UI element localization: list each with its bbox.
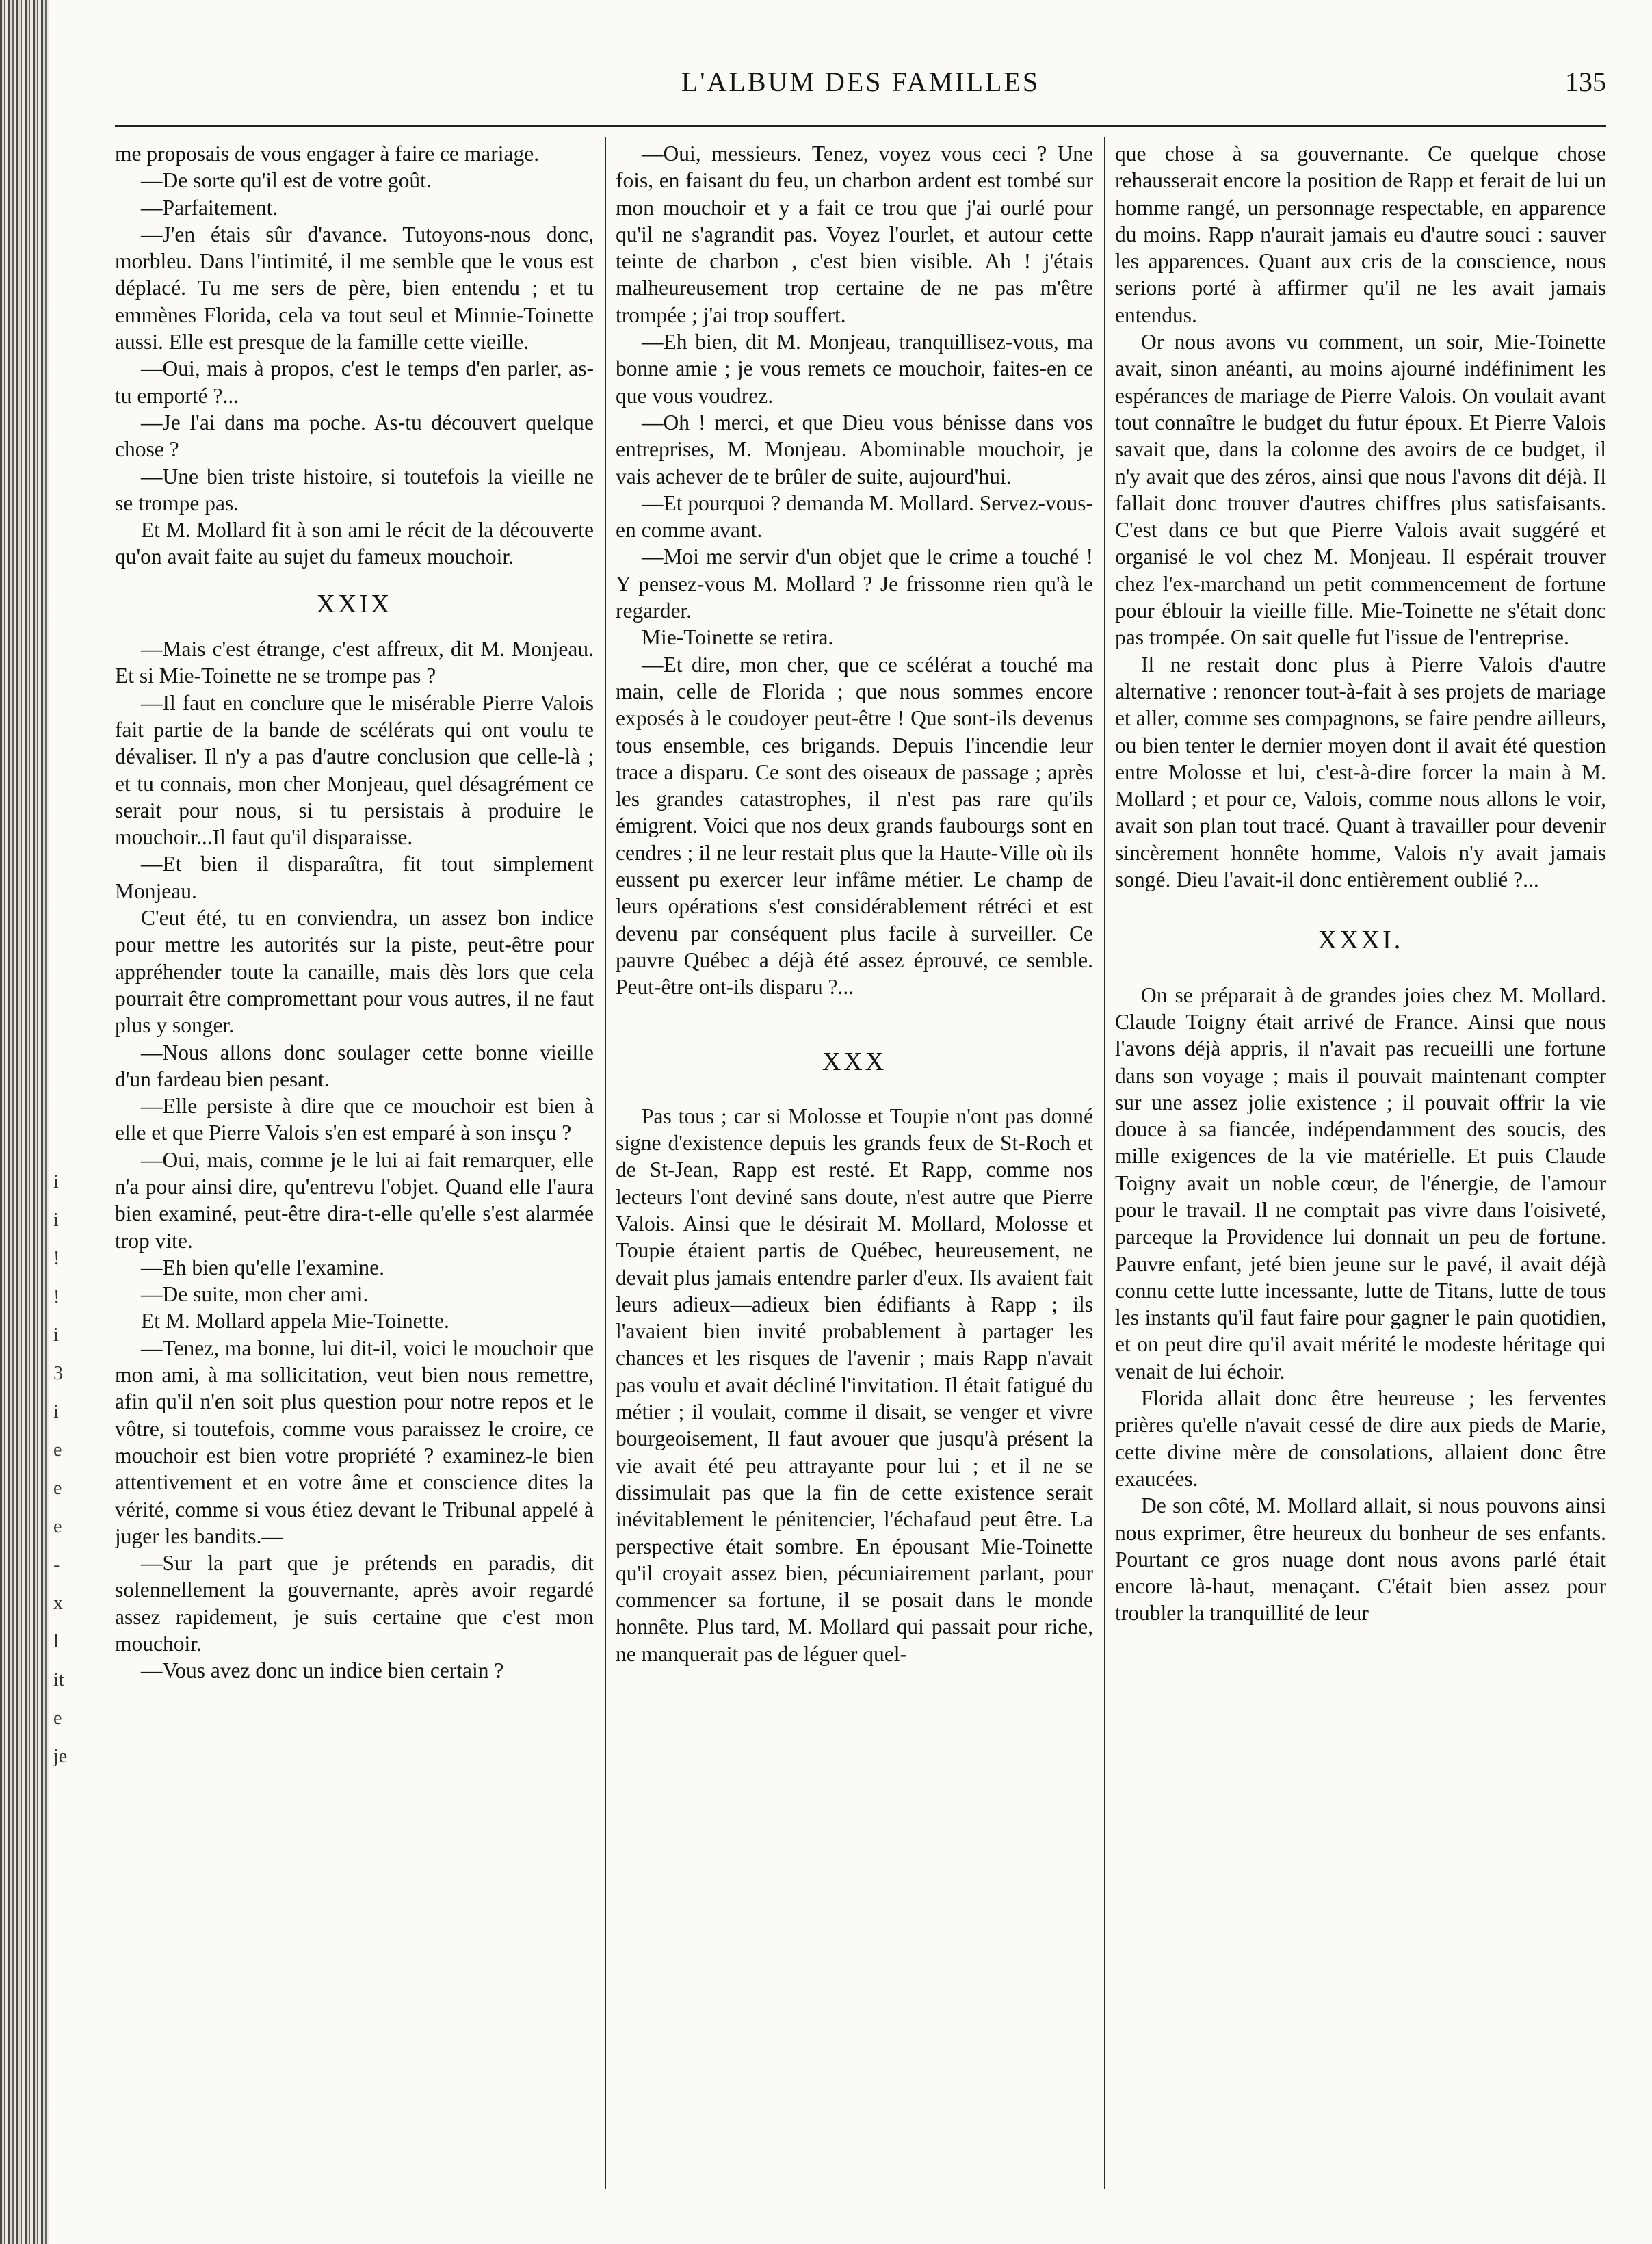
paragraph: C'eut été, tu en conviendra, un assez bon indice pour mettre les autorités sur la piste, peut-être pour appréhender toute la canaille, mais dès lors que cela pourrait être compromettant pour vous autres, il ne faut plus y songer. xyxy=(115,906,594,1038)
text-column-2 xyxy=(616,140,1093,2186)
paragraph: —Oui, messieurs. Tenez, voyez vous ceci ? Une fois, en faisant du feu, un charbon ardent est tombé sur mon mouchoir et y a fait ce trou que j'ai ourlé pour qu'il ne s'agrandit pas. Voyez l'ourlet, et autour cette teinte de charbon , c'est bien visible. Ah ! j'étais malheureusement trop certaine de ne pas m'être trompée ; j'ai trop souffert. xyxy=(616,142,1093,327)
bleed-char: e xyxy=(53,1516,62,1537)
paragraph: —J'en étais sûr d'avance. Tutoyons-nous donc, morbleu. Dans l'intimité, il me semble que le vous est déplacé. Tu me sers de père, bien entendu ; et tu emmènes Florida, cela va tout seul et Minnie-Toinette aussi. Elle est presque de la famille cette vieille. xyxy=(115,222,594,354)
bleed-char: l xyxy=(53,1631,59,1652)
paragraph: Mie-Toinette se retira. xyxy=(642,625,834,650)
paragraph: —Eh bien, dit M. Monjeau, tranquillisez-vous, ma bonne amie ; je vous remets ce mouchoir, faites-en ce que vous voudrez. xyxy=(616,330,1093,408)
column-rule xyxy=(605,137,606,2189)
bleed-char: e xyxy=(53,1708,62,1729)
paragraph: De son côté, M. Mollard allait, si nous pouvons ainsi nous exprimer, être heureux du bonheur de ses enfants. Pourtant ce gros nuage dont nous avons parlé était encore là-haut, menaçant. C'était bien assez pour troubler la tranquillité de leur xyxy=(1115,1493,1606,1626)
paragraph: Florida allait donc être heureuse ; les ferventes prières qu'elle n'avait cessé de dire aux pieds de Marie, cette divine mère de consolations, allaient donc être exaucées. xyxy=(1115,1386,1606,1491)
paragraph: —De suite, mon cher ami. xyxy=(141,1282,369,1307)
paragraph: —Parfaitement. xyxy=(141,195,278,220)
bleed-char: e xyxy=(53,1439,62,1461)
bleed-char: ! xyxy=(53,1248,60,1269)
paragraph: Et M. Mollard fit à son ami le récit de la découverte qu'on avait faite au sujet du fameux mouchoir. xyxy=(115,518,594,569)
chapter-heading: XXIX xyxy=(316,589,393,618)
bleed-char: 3 xyxy=(53,1363,63,1384)
paragraph: —Eh bien qu'elle l'examine. xyxy=(141,1255,384,1279)
chapter-heading: XXXI. xyxy=(1317,926,1404,955)
bleed-char: je xyxy=(53,1746,68,1767)
margin-bleed-letters xyxy=(53,1163,79,1776)
paragraph: Or nous avons vu comment, un soir, Mie-Toinette avait, sinon anéanti, au moins ajourné indéfiniment les espérances de mariage de Pierre Valois. On voulait avant tout connaître le budget du futur époux. Et Pierre Valois savait que, dans la colonne des avoirs de ce budget, il n'y avait que des zéros, ainsi que nous l'avons dit déjà. Il fallait donc trouver d'autres chiffres plus satisfaisants. C'est dans ce but que Pierre Valois avait suggéré et organisé le vol chez M. Monjeau. Il espérait trouver chez l'ex-marchand un petit commencement de fortune pour éblouir la vieille fille. Mie-Toinette ne s'était donc pas trompée. On sait quelle fut l'issue de l'entreprise. xyxy=(1115,330,1606,650)
paragraph: —Tenez, ma bonne, lui dit-il, voici le mouchoir que mon ami, à ma sollicitation, veut bien nous remettre, afin qu'il n'en soit plus question pour notre repos et le vôtre, si toutefois, comme vous paraissez le croire, ce mouchoir est bien votre propriété ? examinez-le bien attentivement et en votre âme et conscience dites la vérité, comme si vous étiez devant le Tribunal appelé à juger les bandits.— xyxy=(115,1335,594,1548)
running-title: L'ALBUM DES FAMILLES xyxy=(681,66,1040,97)
paragraph: Pas tous ; car si Molosse et Toupie n'ont pas donné signe d'existence depuis les grands feux de St-Roch et de St-Jean, Rapp est resté. Et Rapp, comme nos lecteurs l'ont deviné sans doute, n'est autre que Pierre Valois. Ainsi que le désirait M. Mollard, Molosse et Toupie étaient partis de Québec, heureusement, ne devait plus jamais entendre parler d'eux. Ils avaient fait leurs adieux—adieux bien édifiants à Rapp ; ils l'avaient bien invité probablement à partager les chances et les risques de l'avenir ; mais Rapp n'avait pas voulu et avait décliné l'invitation. Il était fatigué du métier ; il voulait, comme il disait, se venger et vivre bourgeoisement, Il faut avouer que jusqu'à présent la vie avait été peu attrayante pour lui ; et il ne se dissimulait pas que la fin de cette existence serait inévitablement le pénitencier, l'échafaud peut être. La perspective était sombre. En épousant Mie-Toinette qu'il croyait assez bien, pécuniairement parlant, pour commencer sa fortune, il se posait dans le monde honnête. Plus tard, M. Mollard qui passait pour riche, ne manquerait pas de léguer quel- xyxy=(616,1104,1093,1666)
paragraph: —Sur la part que je prétends en paradis, dit solennellement la gouvernante, après avoir regardé assez rapidement, je suis certaine que c'est mon mouchoir. xyxy=(115,1551,594,1656)
paragraph: —Moi me servir d'un objet que le crime a touché ! Y pensez-vous M. Mollard ? Je frissonne rien qu'à le regarder. xyxy=(616,545,1093,623)
page-number: 135 xyxy=(1565,66,1606,97)
paragraph: —Oui, mais, comme je le lui ai fait remarquer, elle n'a pour ainsi dire, qu'entrevu l'objet. Quand elle l'aura bien examiné, peut-être dira-t-elle qu'elle s'est alarmée trop vite. xyxy=(115,1147,594,1253)
bleed-char: x xyxy=(53,1593,63,1614)
bleed-char: i xyxy=(53,1171,59,1192)
bleed-char: i xyxy=(53,1401,59,1422)
bleed-char: i xyxy=(53,1325,59,1346)
paragraph: —Et pourquoi ? demanda M. Mollard. Servez-vous-en comme avant. xyxy=(616,491,1093,543)
bleed-char: e xyxy=(53,1478,62,1499)
paragraph: On se préparait à de grandes joies chez M. Mollard. Claude Toigny était arrivé de France. Ainsi que nous l'avons déjà appris, il n'avait pas recueilli une fortune dans son voyage ; mais il pouvait maintenant compter sur une assez jolie existence ; il pouvait offrir la vie douce à sa fiancée, indépendamment des soucis, des mille exigences de la vie matérielle. Et puis Claude Toigny avait un noble cœur, de l'énergie, de l'amour pour le travail. Il ne comptait pas vivre dans l'oisiveté, parceque la Providence lui donnait un peu de fortune. Pauvre enfant, jeté bien jeune sur le pavé, il avait déjà connu cette lutte incessante, lutte de Titans, lutte de tous les instants qu'il faut faire pour gagner le pain quotidien, et on peut dire qu'il avait mérité le modeste héritage qui venait de lui échoir. xyxy=(1115,982,1606,1383)
paragraph: —Une bien triste histoire, si toutefois la vieille ne se trompe pas. xyxy=(115,464,594,515)
paragraph: —Vous avez donc un indice bien certain ? xyxy=(141,1658,504,1683)
text-column-3 xyxy=(1115,140,1606,2186)
paragraph: me proposais de vous engager à faire ce mariage. xyxy=(115,142,540,166)
paragraph: Et M. Mollard appela Mie-Toinette. xyxy=(141,1309,449,1333)
paragraph: —De sorte qu'il est de votre goût. xyxy=(141,168,432,193)
paragraph: —Je l'ai dans ma poche. As-tu découvert quelque chose ? xyxy=(115,410,594,462)
paragraph: que chose à sa gouvernante. Ce quelque chose rehausserait encore la position de Rapp et ferait de lui un homme rangé, un personnage respectable, en apparence du moins. Rapp n'aurait jamais eu d'autre souci : sauver les apparences. Quant aux cris de la conscience, nous serions porté à affirmer qu'il ne les avait jamais entendus. xyxy=(1115,142,1606,327)
bleed-char: i xyxy=(53,1210,59,1231)
paragraph: —Et dire, mon cher, que ce scélérat a touché ma main, celle de Florida ; que nous sommes encore exposés à le coudoyer peut-être ! Que sont-ils devenus tous ensemble, ces brigands. Depuis l'incendie leur trace a disparu. Ce sont des oiseaux de passage ; après les grandes catastrophes, il n'est pas rare qu'ils émigrent. Voici que nos deux grands faubourgs sont en cendres ; il ne leur restait plus que la Haute-Ville où ils eussent pu exercer leur infâme métier. Le champ de leurs opérations s'est considérablement rétréci et est devenu par conséquent plus facile à surveiller. Ce pauvre Québec a déjà été assez éprouvé, ce semble. Peut-être ont-ils disparu ?... xyxy=(616,652,1093,1000)
bleed-char: it xyxy=(53,1669,64,1691)
paragraph: —Mais c'est étrange, c'est affreux, dit M. Monjeau. Et si Mie-Toinette ne se trompe pas ? xyxy=(115,637,594,688)
paragraph: —Il faut en conclure que le misérable Pierre Valois fait partie de la bande de scélérats qui ont voulu te dévaliser. Il n'y a pas d'autre conclusion que celle-là ; et tu connais, mon cher Monjeau, quel désagrément ce serait pour nous, si tu persistais à produire le mouchoir...Il faut qu'il disparaisse. xyxy=(115,690,594,850)
column-rule xyxy=(1104,137,1105,2189)
text-column-1 xyxy=(115,140,594,2186)
paragraph: —Oui, mais à propos, c'est le temps d'en parler, as-tu emporté ?... xyxy=(115,356,594,408)
paragraph: —Elle persiste à dire que ce mouchoir est bien à elle et que Pierre Valois s'en est emparé à son insçu ? xyxy=(115,1094,594,1145)
bleed-char: ! xyxy=(53,1286,60,1307)
bleed-char: - xyxy=(53,1554,60,1576)
page-header xyxy=(115,63,1606,127)
paragraph: —Et bien il disparaîtra, fit tout simplement Monjeau. xyxy=(115,852,594,903)
book-spine-edge xyxy=(0,0,49,2244)
chapter-heading: XXX xyxy=(822,1047,887,1076)
paragraph: Il ne restait donc plus à Pierre Valois d'autre alternative : renoncer tout-à-fait à ses projets de mariage et aller, comme ses compagnons, se faire pendre ailleurs, ou bien tenter le dernier moyen dont il avait été question entre Molosse et lui, c'est-à-dire forcer la main à M. Mollard ; et pour ce, Valois, comme nous allons le voir, avait son plan tout tracé. Quant à travailler pour devenir sincèrement honnête homme, Valois n'y avait jamais songé. Dieu l'avait-il donc entièrement oublié ?... xyxy=(1115,652,1606,892)
paragraph: —Nous allons donc soulager cette bonne vieille d'un fardeau bien pesant. xyxy=(115,1040,594,1091)
paragraph: —Oh ! merci, et que Dieu vous bénisse dans vos entreprises, M. Monjeau. Abominable mouchoir, je vais achever de te brûler de suite, aujourd'hui. xyxy=(616,410,1093,488)
